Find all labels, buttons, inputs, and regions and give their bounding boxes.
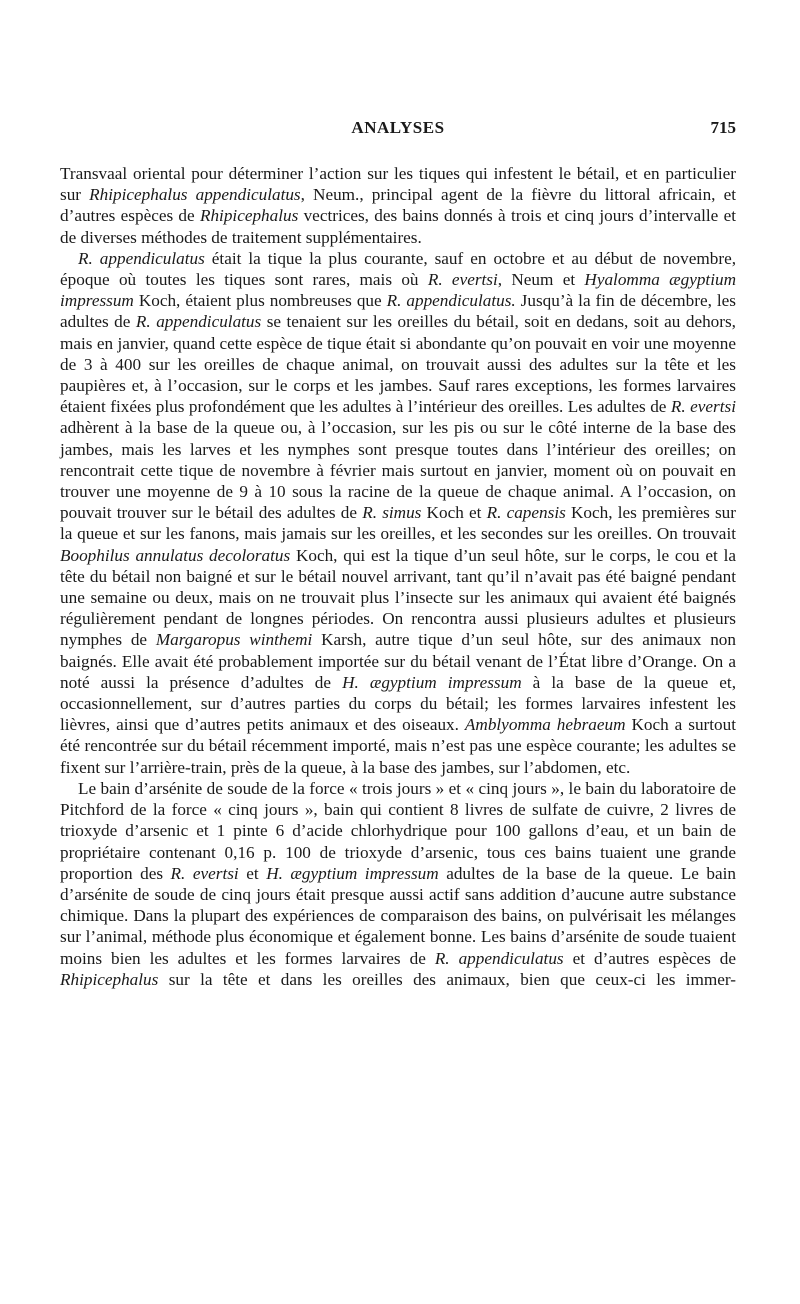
text-run: et [238, 863, 267, 883]
italic-run: Rhipicephalus appendiculatus [89, 185, 301, 205]
text-run: Jusqu’à la fin de décembre, les adultes de [60, 291, 736, 332]
italic-run: H. ægyptium impressum [342, 672, 522, 692]
italic-run: R. evertsi [427, 270, 498, 290]
page-header [60, 118, 736, 144]
text-run: , Neum., principal agent de la fièvre du littoral africain, et d’autres espèces de [60, 185, 736, 226]
paragraph-2 [60, 248, 736, 778]
text-run: à la base de la queue et, occasionnellement, sur d’autres parties du corps du bétail; les formes larvaires infestent les lièvres, ainsi que d’autres petits animaux et des oiseaux. [60, 672, 736, 735]
text-run: Koch, étaient plus nombreuses que [133, 291, 387, 311]
italic-run: H. ægyptium impressum [266, 863, 439, 883]
text-run: Koch, qui est la tique d’un seul hôte, sur le corps, le cou et la tête du bétail non baigné et sur le bétail nouvel arrivant, tant qu’il n’avait pas été baigné pendant une semaine ou deux, mais on ne trouvait plus l’insecte sur les animaux qui avaient été baignés régulièrement pendant de longnes périodes. On rencontra aussi plusieurs adultes et plusieurs nymphes de [60, 545, 736, 650]
text-run: vectrices, des bains donnés à trois et cinq jours d’intervalle et de diverses méthodes de traitement supplémentaires. [60, 206, 736, 247]
text-run: Koch, les premières sur la queue et sur les fanons, mais jamais sur les oreilles, et les secondes sur les oreilles. On trouvait [60, 503, 736, 544]
italic-run: R. simus [362, 503, 422, 523]
text-run: était la tique la plus courante, sauf en octobre et au début de novembre, époque où toutes les tiques sont rares, mais où [60, 248, 736, 290]
text-run: Karsh, autre tique d’un seul hôte, sur des animaux non baignés. Elle avait été probablement importée sur du bétail venant de l’État libre d’Orange. On a noté aussi la présence d’adultes de [60, 630, 736, 692]
italic-run: Amblyomma hebraeum [464, 715, 626, 735]
text-run: adhèrent à la base de la queue ou, à l’occasion, sur les pis ou sur le côté interne de la base des jambes, mais les larves et les nymphes sont presque toutes dans l’intérieur des oreilles; on rencontrait cette tique de novembre à février mais surtout en janvier, moment où on pouvait en trouver une moyenne de 9 à 10 sous la racine de la queue de chaque animal. A l’occasion, on pouvait trouver sur le bétail des adultes de [60, 418, 736, 523]
text-run: sur la tête et dans les oreilles des animaux, bien que ceux-ci les immer- [158, 969, 736, 989]
italic-run: R. evertsi [670, 397, 736, 417]
italic-run: Margaropus winthemi [155, 630, 313, 650]
italic-run: Rhipicephalus [199, 206, 299, 226]
text-run: Transvaal oriental pour déterminer l’action sur les tiques qui infestent le bétail, et en particulier sur [60, 164, 736, 205]
italic-run: R. evertsi [170, 863, 239, 883]
italic-run: Boophilus annulatus decoloratus [60, 545, 291, 565]
text-run: se tenaient sur les oreilles du bétail, soit en dedans, soit au dehors, mais en janvier, quand cette espèce de tique était si abondante qu’on pouvait en voir une moyenne de 3 à 400 sur les oreilles de chaque animal, on trouvait aussi des adultes sur la tête et les paupières et, à l’occasion, sur le corps et les jambes. Sauf rares exceptions, les formes larvaires étaient fixées plus profondément que les adultes à l’intérieur des oreilles. Les adultes de [60, 312, 736, 417]
italic-run: R. appendiculatus. [386, 291, 516, 311]
text-run: et d’autres espèces de [563, 948, 736, 968]
italic-run: Hyalomma ægyptium impressum [60, 270, 736, 311]
page-number: 715 [710, 118, 736, 137]
text-run: Le bain d’arsénite de soude de la force « trois jours » et « cinq jours », le bain du laboratoire de Pitchford de la force « cinq jours », bain qui contient 8 livres de sulfate de cuivre, 2 livres de trioxyde d’arsenic et 1 pinte 6 d’acide chlorhydrique pour 100 gallons d’eau, et un bain de propriétaire contenant 0,16 p. 100 de trioxyde d’arsenic, tous ces bains tuaient une grande proportion des [60, 778, 736, 883]
paragraph-3 [60, 778, 736, 990]
paragraph-1 [60, 163, 736, 248]
text-run: adultes de la base de la queue. Le bain d’arsénite de soude de cinq jours était presque aussi actif sans addition d’aucune autre substance chimique. Dans la plupart des expériences de comparaison des bains, on pulvérisait les mélanges sur l’animal, méthode plus économique et également bonne. Les bains d’arsénite de soude tuaient moins bien les adultes et les formes larvaires de [60, 863, 737, 968]
text-run: Koch et [421, 503, 487, 523]
text-run: , Neum et [497, 270, 585, 290]
italic-run: R. appendiculatus [78, 248, 205, 268]
text-run: Koch a surtout été rencontrée sur du bétail récemment importé, mais n’est pas une espèce courante; les adultes se fixent sur l’arrière-train, près de la queue, à la base des jambes, sur l’abdomen, etc. [60, 715, 737, 777]
italic-run: Rhipicephalus [60, 969, 159, 989]
body-text [60, 163, 736, 990]
italic-run: R. capensis [486, 503, 566, 523]
italic-run: R. appendiculatus [135, 312, 262, 332]
italic-run: R. appendiculatus [434, 948, 564, 968]
running-title: ANALYSES [351, 118, 445, 137]
